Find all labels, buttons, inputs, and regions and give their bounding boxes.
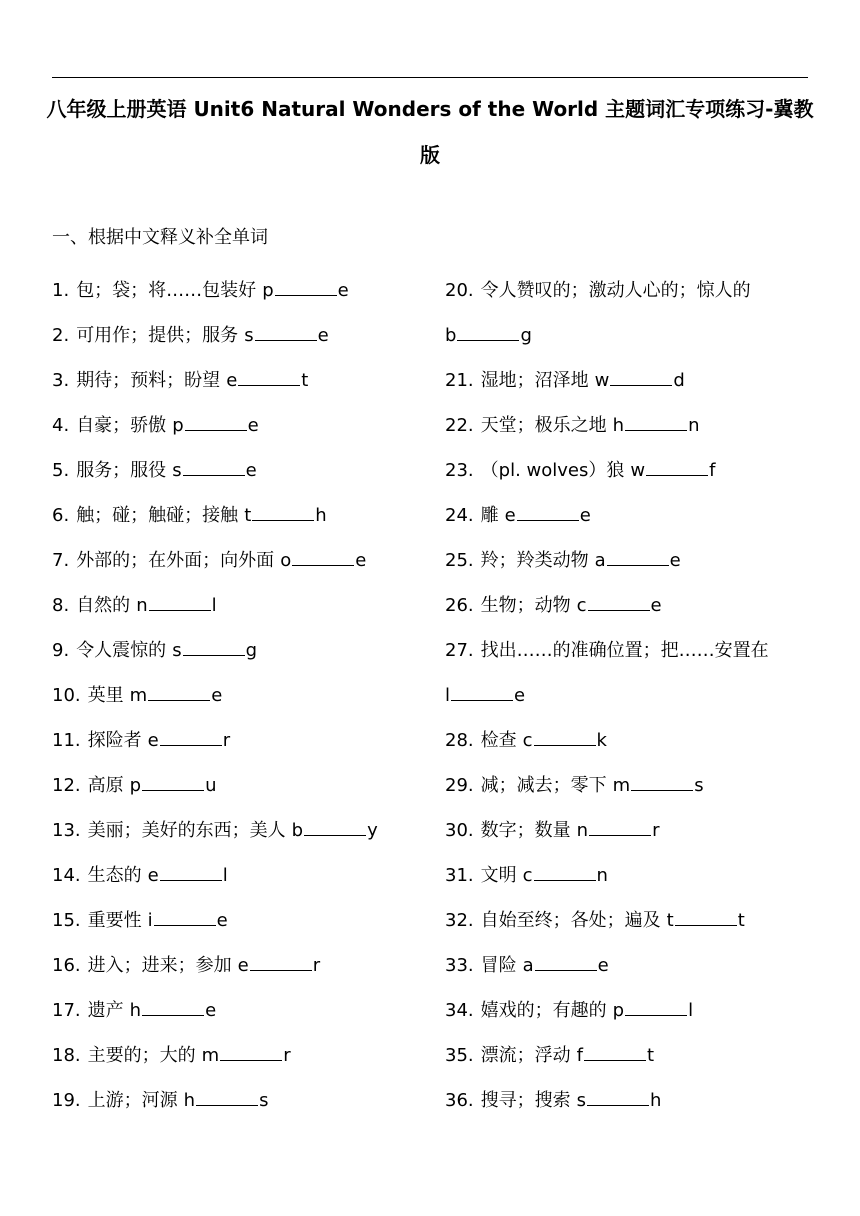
exercise-item — [52, 853, 432, 898]
item-meaning: 进入；进来；参加 — [87, 955, 232, 976]
item-meaning: 自然的 — [76, 595, 131, 616]
first-letter: h — [129, 1000, 142, 1021]
item-number: 27. — [445, 640, 474, 661]
first-letter: s — [172, 640, 182, 661]
last-letter: h — [650, 1090, 662, 1111]
exercise-item — [445, 718, 817, 763]
item-number: 3. — [52, 370, 70, 391]
first-letter: w — [630, 460, 646, 481]
word-blank[interactable] — [577, 1045, 654, 1066]
item-number: 5. — [52, 460, 70, 481]
last-letter: n — [596, 865, 608, 886]
word-blank[interactable] — [184, 1090, 269, 1111]
first-letter: i — [147, 910, 153, 931]
word-blank[interactable] — [130, 775, 217, 796]
word-blank[interactable] — [292, 820, 378, 841]
exercise-item — [52, 403, 432, 448]
word-blank[interactable] — [238, 955, 320, 976]
last-letter: s — [694, 775, 704, 796]
exercise-item — [445, 853, 817, 898]
item-number: 23. — [445, 460, 474, 481]
word-blank[interactable] — [172, 415, 259, 436]
word-blank[interactable] — [172, 460, 256, 481]
answer-line[interactable] — [160, 879, 222, 881]
item-number: 10. — [52, 685, 81, 706]
exercise-item — [52, 898, 432, 943]
answer-line[interactable] — [255, 339, 317, 341]
word-blank[interactable] — [226, 370, 308, 391]
exercise-item — [445, 1033, 817, 1078]
item-number: 28. — [445, 730, 474, 751]
exercise-item — [445, 448, 817, 493]
header-rule — [52, 77, 808, 78]
exercise-item — [445, 583, 817, 628]
first-letter: t — [244, 505, 252, 526]
first-letter: l — [445, 685, 451, 706]
item-number: 9. — [52, 640, 70, 661]
last-letter: e — [245, 460, 257, 481]
first-letter: m — [612, 775, 631, 796]
answer-line[interactable] — [451, 699, 513, 701]
word-blank[interactable] — [613, 1000, 693, 1021]
last-letter: e — [579, 505, 591, 526]
word-blank[interactable] — [244, 505, 326, 526]
first-letter: e — [237, 955, 249, 976]
item-meaning: 外部的；在外面；向外面 — [76, 550, 275, 571]
exercise-item — [52, 1033, 432, 1078]
last-letter: e — [211, 685, 223, 706]
item-number: 12. — [52, 775, 81, 796]
item-number: 19. — [52, 1090, 81, 1111]
answer-line[interactable] — [610, 384, 672, 386]
item-meaning: 嬉戏的；有趣的 — [480, 1000, 607, 1021]
last-letter: d — [673, 370, 685, 391]
item-number: 7. — [52, 550, 70, 571]
answer-line[interactable] — [584, 1059, 646, 1061]
item-meaning: 数字；数量 — [480, 820, 571, 841]
last-letter: e — [355, 550, 367, 571]
exercise-item — [52, 808, 432, 853]
exercise-item — [445, 628, 817, 718]
exercise-item — [52, 1078, 432, 1123]
last-letter: h — [315, 505, 327, 526]
item-number: 34. — [445, 1000, 474, 1021]
last-letter: e — [650, 595, 662, 616]
first-letter: w — [594, 370, 610, 391]
item-meaning: 令人震惊的 — [76, 640, 167, 661]
last-letter: n — [688, 415, 700, 436]
exercise-item — [52, 358, 432, 403]
first-letter: s — [172, 460, 182, 481]
word-blank[interactable] — [136, 595, 216, 616]
first-letter: s — [576, 1090, 587, 1111]
exercise-item — [52, 583, 432, 628]
item-number: 4. — [52, 415, 70, 436]
last-letter: l — [688, 1000, 694, 1021]
item-number: 33. — [445, 955, 474, 976]
last-letter: t — [646, 1045, 655, 1066]
section-heading: 一、根据中文释义补全单词 — [52, 227, 268, 248]
item-meaning: 湿地；沼泽地 — [480, 370, 589, 391]
answer-line[interactable] — [625, 429, 687, 431]
exercise-item — [52, 538, 432, 583]
item-meaning: 触；碰；触碰；接触 — [76, 505, 239, 526]
first-letter: f — [576, 1045, 583, 1066]
last-letter: e — [514, 685, 526, 706]
first-letter: t — [666, 910, 674, 931]
answer-line[interactable] — [142, 1014, 204, 1016]
item-meaning: 雕 — [480, 505, 499, 526]
last-letter: e — [597, 955, 609, 976]
exercise-item — [445, 898, 817, 943]
last-letter: e — [337, 280, 349, 301]
first-letter: p — [612, 1000, 625, 1021]
item-meaning: （pl. wolves）狼 — [480, 460, 625, 481]
answer-line[interactable] — [517, 519, 579, 521]
item-meaning: 包；袋；将……包装好 — [76, 280, 257, 301]
answer-line[interactable] — [534, 879, 596, 881]
last-letter: r — [312, 955, 321, 976]
item-meaning: 文明 — [480, 865, 517, 886]
item-number: 16. — [52, 955, 81, 976]
first-letter: c — [576, 595, 587, 616]
word-blank[interactable] — [630, 460, 715, 481]
item-number: 32. — [445, 910, 474, 931]
exercise-item — [52, 313, 432, 358]
answer-line[interactable] — [589, 834, 651, 836]
word-blank[interactable] — [577, 820, 660, 841]
last-letter: e — [216, 910, 228, 931]
first-letter: p — [262, 280, 274, 301]
exercise-item — [52, 718, 432, 763]
answer-line[interactable] — [587, 1104, 649, 1106]
answer-line[interactable] — [183, 474, 245, 476]
last-letter: e — [205, 1000, 217, 1021]
first-letter: n — [576, 820, 589, 841]
exercise-item — [52, 673, 432, 718]
item-number: 14. — [52, 865, 81, 886]
item-meaning: 漂流；浮动 — [480, 1045, 571, 1066]
word-blank[interactable] — [523, 865, 608, 886]
answer-line[interactable] — [534, 744, 596, 746]
answer-line[interactable] — [607, 564, 669, 566]
word-blank[interactable] — [577, 1090, 662, 1111]
last-letter: u — [205, 775, 217, 796]
exercise-item — [52, 628, 432, 673]
item-number: 26. — [445, 595, 474, 616]
last-letter: k — [596, 730, 607, 751]
item-meaning: 期待；预料；盼望 — [76, 370, 221, 391]
answer-line[interactable] — [154, 924, 216, 926]
exercise-item — [445, 493, 817, 538]
exercise-item — [445, 988, 817, 1033]
first-letter: e — [504, 505, 516, 526]
answer-line[interactable] — [220, 1059, 282, 1061]
last-letter: l — [222, 865, 228, 886]
first-letter: p — [172, 415, 184, 436]
word-blank[interactable] — [148, 865, 228, 886]
last-letter: r — [222, 730, 231, 751]
word-blank[interactable] — [445, 685, 525, 706]
item-number: 2. — [52, 325, 70, 346]
answer-line[interactable] — [148, 699, 210, 701]
item-number: 35. — [445, 1045, 474, 1066]
first-letter: p — [129, 775, 142, 796]
item-meaning: 重要性 — [87, 910, 142, 931]
item-meaning: 生态的 — [87, 865, 142, 886]
word-blank[interactable] — [130, 685, 223, 706]
word-blank[interactable] — [595, 550, 681, 571]
first-letter: e — [147, 730, 159, 751]
answer-line[interactable] — [196, 1104, 258, 1106]
exercise-item — [52, 763, 432, 808]
word-blank[interactable] — [148, 910, 228, 931]
first-letter: h — [183, 1090, 196, 1111]
word-blank[interactable] — [613, 775, 704, 796]
answer-line[interactable] — [149, 609, 211, 611]
item-number: 13. — [52, 820, 81, 841]
item-meaning: 主要的；大的 — [87, 1045, 196, 1066]
item-number: 1. — [52, 280, 70, 301]
item-meaning: 自豪；骄傲 — [76, 415, 167, 436]
first-letter: o — [280, 550, 292, 571]
last-letter: t — [301, 370, 309, 391]
answer-line[interactable] — [631, 789, 693, 791]
answer-line[interactable] — [142, 789, 204, 791]
item-meaning: 英里 — [87, 685, 124, 706]
item-meaning: 天堂；极乐之地 — [480, 415, 607, 436]
exercise-item — [445, 268, 817, 358]
item-meaning: 冒险 — [480, 955, 517, 976]
item-meaning: 服务；服役 — [76, 460, 167, 481]
item-number: 30. — [445, 820, 474, 841]
last-letter: f — [709, 460, 716, 481]
word-blank[interactable] — [505, 505, 591, 526]
last-letter: e — [247, 415, 259, 436]
exercise-item — [445, 538, 817, 583]
answer-line[interactable] — [535, 969, 597, 971]
first-letter: h — [612, 415, 625, 436]
answer-line[interactable] — [238, 384, 300, 386]
word-blank[interactable] — [595, 370, 685, 391]
exercise-item — [445, 1078, 817, 1123]
answer-line[interactable] — [252, 519, 314, 521]
word-blank[interactable] — [523, 955, 609, 976]
word-blank[interactable] — [577, 595, 662, 616]
last-letter: g — [520, 325, 532, 346]
answer-line[interactable] — [160, 744, 222, 746]
first-letter: a — [594, 550, 606, 571]
first-letter: b — [445, 325, 457, 346]
word-blank[interactable] — [244, 325, 328, 346]
last-letter: e — [669, 550, 681, 571]
answer-line[interactable] — [646, 474, 708, 476]
word-blank[interactable] — [202, 1045, 291, 1066]
item-meaning: 令人赞叹的；激动人心的；惊人的 — [480, 280, 751, 301]
item-number: 15. — [52, 910, 81, 931]
first-letter: s — [244, 325, 254, 346]
exercise-column-left — [52, 268, 432, 1123]
item-meaning: 找出……的准确位置；把……安置在 — [480, 640, 769, 661]
item-number: 25. — [445, 550, 474, 571]
item-meaning: 遗产 — [87, 1000, 124, 1021]
exercise-item — [52, 943, 432, 988]
first-letter: e — [147, 865, 159, 886]
first-letter: a — [522, 955, 534, 976]
exercise-item — [445, 358, 817, 403]
answer-line[interactable] — [292, 564, 354, 566]
item-number: 21. — [445, 370, 474, 391]
first-letter: m — [129, 685, 148, 706]
word-blank[interactable] — [172, 640, 257, 661]
item-number: 8. — [52, 595, 70, 616]
last-letter: r — [652, 820, 660, 841]
word-blank[interactable] — [262, 280, 349, 301]
last-letter: y — [367, 820, 378, 841]
first-letter: b — [291, 820, 304, 841]
item-meaning: 检查 — [480, 730, 517, 751]
exercise-item — [52, 988, 432, 1033]
word-blank[interactable] — [523, 730, 607, 751]
exercise-item — [52, 268, 432, 313]
first-letter: e — [226, 370, 238, 391]
answer-line[interactable] — [183, 654, 245, 656]
answer-line[interactable] — [275, 294, 337, 296]
answer-line[interactable] — [457, 339, 519, 341]
item-meaning: 可用作；提供；服务 — [76, 325, 239, 346]
item-number: 31. — [445, 865, 474, 886]
first-letter: c — [522, 730, 533, 751]
item-meaning: 生物；动物 — [480, 595, 571, 616]
item-number: 24. — [445, 505, 474, 526]
exercise-column-right — [445, 268, 817, 1123]
item-number: 20. — [445, 280, 474, 301]
item-number: 29. — [445, 775, 474, 796]
answer-line[interactable] — [675, 924, 737, 926]
answer-line[interactable] — [625, 1014, 687, 1016]
item-meaning: 自始至终；各处；遍及 — [480, 910, 661, 931]
item-number: 36. — [445, 1090, 474, 1111]
item-number: 22. — [445, 415, 474, 436]
first-letter: m — [201, 1045, 220, 1066]
item-meaning: 美丽；美好的东西；美人 — [87, 820, 286, 841]
exercise-item — [445, 943, 817, 988]
last-letter: e — [317, 325, 329, 346]
first-letter: c — [522, 865, 533, 886]
item-meaning: 上游；河源 — [87, 1090, 178, 1111]
document-title: 八年级上册英语 Unit6 Natural Wonders of the World 主题词汇专项练习-冀教版 — [46, 97, 814, 167]
exercise-item — [52, 448, 432, 493]
exercise-item — [52, 493, 432, 538]
answer-line[interactable] — [250, 969, 312, 971]
word-blank[interactable] — [613, 415, 700, 436]
exercise-item — [445, 763, 817, 808]
item-number: 17. — [52, 1000, 81, 1021]
last-letter: r — [283, 1045, 291, 1066]
exercise-item — [445, 808, 817, 853]
answer-line[interactable] — [185, 429, 247, 431]
first-letter: n — [136, 595, 148, 616]
answer-line[interactable] — [304, 834, 366, 836]
word-blank[interactable] — [280, 550, 366, 571]
word-blank[interactable] — [667, 910, 745, 931]
item-meaning: 搜寻；搜索 — [480, 1090, 571, 1111]
last-letter: s — [259, 1090, 269, 1111]
answer-line[interactable] — [588, 609, 650, 611]
item-number: 6. — [52, 505, 70, 526]
item-number: 18. — [52, 1045, 81, 1066]
exercise-item — [445, 403, 817, 448]
item-number: 11. — [52, 730, 81, 751]
item-meaning: 羚；羚类动物 — [480, 550, 589, 571]
word-blank[interactable] — [148, 730, 230, 751]
item-meaning: 探险者 — [87, 730, 142, 751]
last-letter: l — [211, 595, 217, 616]
word-blank[interactable] — [130, 1000, 217, 1021]
item-meaning: 减；减去；零下 — [480, 775, 607, 796]
last-letter: g — [245, 640, 258, 661]
last-letter: t — [737, 910, 745, 931]
word-blank[interactable] — [445, 325, 532, 346]
item-meaning: 高原 — [87, 775, 124, 796]
